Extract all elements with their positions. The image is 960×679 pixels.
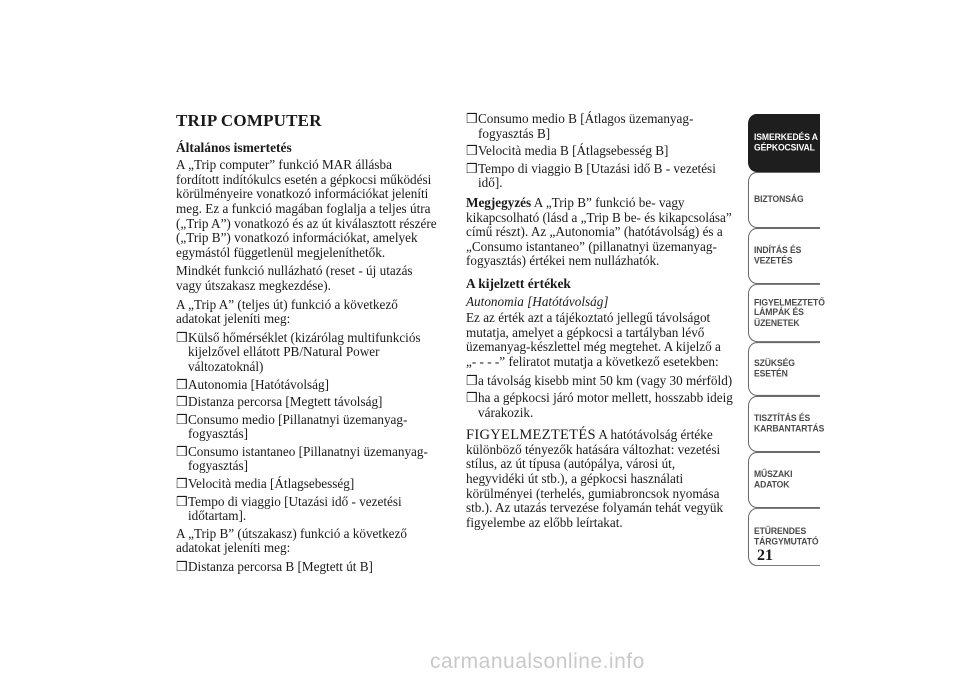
- right-column: [466, 112, 734, 534]
- tab-muszaki[interactable]: MŰSZAKI ADATOK: [748, 452, 820, 508]
- list-item: ❒ Tempo di viaggio [Utazási idő - vezetési időtartam].: [176, 493, 402, 524]
- trip-a-list: [176, 331, 438, 524]
- list-item: ❒ Velocità media B [Átlagsebesség B]: [466, 143, 669, 159]
- page-number: 21: [757, 547, 773, 564]
- list-item: ❒ Consumo istantaneo [Pillanatnyi üzemanyag-fogyasztás]: [176, 443, 428, 474]
- bullet-icon: ❒: [466, 111, 478, 126]
- note-label: Megjegyzés: [466, 194, 532, 210]
- tab-biztonsag[interactable]: BIZTONSÁG: [748, 172, 820, 228]
- list-item: ❒ Autonomia [Hatótávolság]: [176, 376, 329, 392]
- trip-b-intro: A „Trip B” (útszakasz) funkció a következő adatokat jeleníti meg:: [176, 525, 407, 556]
- intro-paragraph: A „Trip computer” funkció MAR állásba fordított indítókulcs esetén a gépkocsi működési körülményeire vonatkozó információkat jeleníti meg. Ez a funkció magában foglalja a teljes útra („Trip A”) vonatkozó és az út kiválasztott részére („Trip B”) vonatkozó információkat, amelyek egymástól függetlenül megjeleníthetők.: [176, 157, 437, 260]
- note-text: A „Trip B” funkció be- vagy kikapcsolható (lásd a „Trip B be- és kikapcsolása” című részt). Az „Autonomia” (hatótávolság) és a „Consumo istantaneo” (pillanatnyi üzemanyag-fogyasztás) értékei nem nullázhatók.: [466, 194, 732, 269]
- bullet-icon: ❒: [466, 143, 478, 159]
- warning-text: A hatótávolság értéke különböző tényezők hatására változhat: vezetési stílus, az út típusa (autópálya, városi út, hegyvidéki út stb.), a gépkocsi használati körülményei (terhelés, gumiabroncsok nyomása stb.). Az utazás tervezése folyamán tehát vegyük figyelembe az előbb leírtakat.: [466, 427, 724, 530]
- bullet-icon: ❒: [176, 493, 188, 509]
- bullet-icon: ❒: [176, 376, 188, 392]
- warning-label: FIGYELMEZTETÉS: [466, 427, 596, 444]
- note-paragraph: [466, 196, 734, 269]
- values-heading: A kijelzett értékek: [466, 275, 571, 291]
- left-column: [176, 112, 438, 578]
- chapter-tabs: [748, 116, 825, 568]
- tab-figyelmezteto[interactable]: FIGYELMEZTETŐ LÁMPÁK ÉS ÜZENETEK: [748, 284, 820, 342]
- warning-paragraph: [466, 428, 734, 530]
- list-item: ❒ ha a gépkocsi járó motor mellett, hosszabb ideig várakozik.: [466, 390, 733, 420]
- tab-inditas[interactable]: INDÍTÁS ÉS VEZETÉS: [748, 228, 820, 284]
- list-item: ❒ Tempo di viaggio B [Utazási idő B - vezetési idő].: [466, 160, 716, 191]
- bullet-icon: ❒: [466, 372, 478, 388]
- list-item: ❒ Distanza percorsa [Megtett távolság]: [176, 394, 383, 410]
- section-heading: Általános ismertetés: [176, 139, 292, 155]
- tab-szukseg[interactable]: SZÜKSÉG ESETÉN: [748, 342, 820, 396]
- tab-tisztitas[interactable]: TISZTÍTÁS ÉS KARBANTARTÁS: [748, 396, 820, 452]
- bullet-icon: ❒: [176, 329, 188, 345]
- list-item: ❒ Consumo medio B [Átlagos üzemanyag-fogyasztás B]: [466, 111, 694, 141]
- bullet-icon: ❒: [176, 411, 188, 427]
- autonomia-heading: Autonomia [Hatótávolság]: [466, 293, 609, 309]
- bullet-icon: ❒: [176, 476, 188, 492]
- list-item: ❒ Velocità media [Átlagsebesség]: [176, 476, 355, 492]
- page-title: TRIP COMPUTER: [176, 111, 322, 130]
- tab-ismerkedes[interactable]: ISMERKEDÉS A GÉPKOCSIVAL: [748, 114, 820, 172]
- list-item: ❒ a távolság kisebb mint 50 km (vagy 30 mérföld): [466, 372, 733, 388]
- bullet-icon: ❒: [176, 559, 188, 575]
- autonomia-text: Ez az érték azt a tájékoztató jellegű távolságot mutatja, amelyet a gépkocsi a tartályban lévő üzemanyag-készlettel még megtehet. A kijelző a „- - - -” feliratot mutatja a következő esetekben:: [466, 310, 721, 369]
- watermark: carmanualsonline.info: [430, 650, 645, 673]
- list-item: ❒ Külső hőmérséklet (kizárólag multifunkciós kijelzővel ellátott PB/Natural Power változatoknál): [176, 329, 421, 374]
- reset-paragraph: Mindkét funkció nullázható (reset - új utazás vagy útszakasz megkezdése).: [176, 263, 413, 293]
- bullet-icon: ❒: [176, 394, 188, 410]
- bullet-icon: ❒: [176, 443, 188, 459]
- tab-targymutato[interactable]: ETŰRENDES TÁRGYMUTATÓ: [748, 508, 820, 566]
- bullet-icon: ❒: [466, 390, 478, 406]
- trip-a-intro: A „Trip A” (teljes út) funkció a következő adatokat jeleníti meg:: [176, 296, 398, 327]
- bullet-icon: ❒: [466, 160, 478, 176]
- list-item: ❒ Consumo medio [Pillanatnyi üzemanyag-fogyasztás]: [176, 411, 408, 442]
- list-item: ❒ Distanza percorsa B [Megtett út B]: [176, 559, 373, 575]
